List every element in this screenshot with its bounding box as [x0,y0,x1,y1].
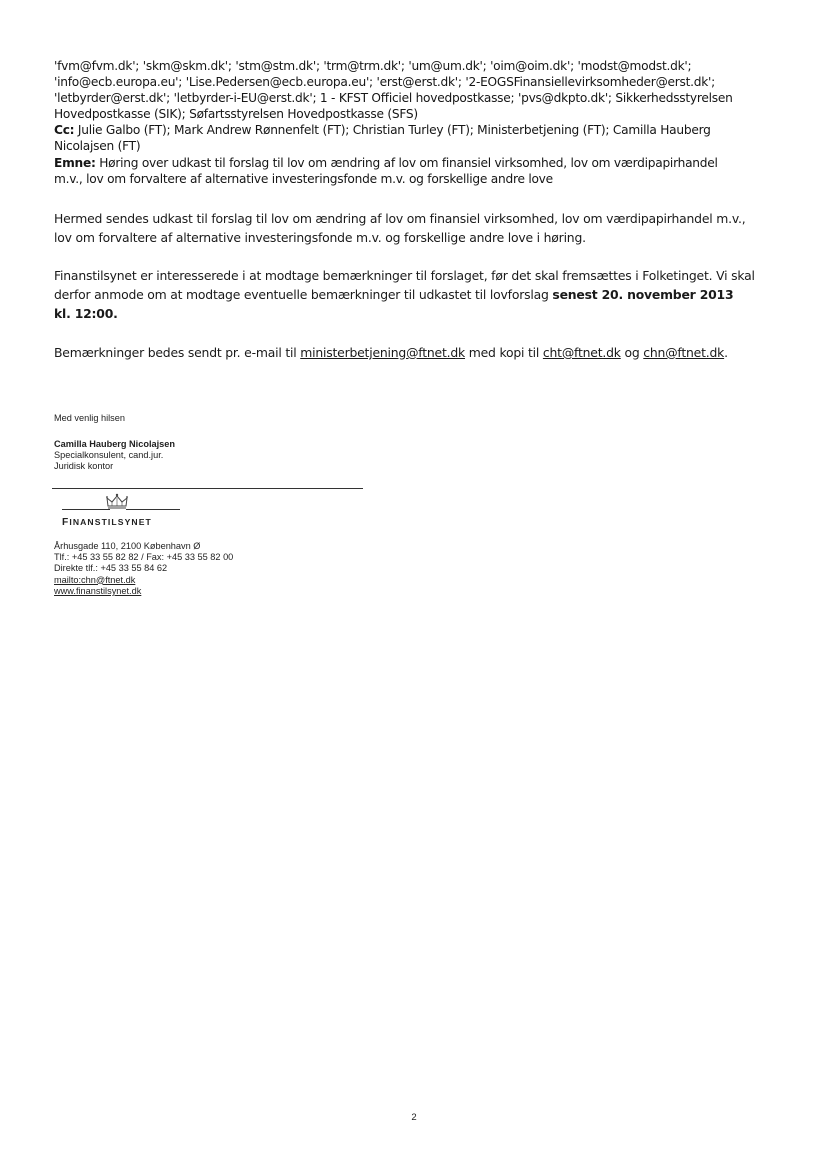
body-paragraph-3 [54,343,779,362]
contact-address: Århusgade 110, 2100 København Ø [54,541,201,551]
deadline-intro: derfor anmode om at modtage eventuelle bemærkninger til udkastet til lovforslag [54,287,553,302]
paragraph-line: Hermed sendes udkast til forslag til lov om ændring af lov om finansiel virksomhed, lov om værdipapirhandel m.v., [54,211,746,226]
deadline-date: senest 20. november 2013 [552,287,734,302]
logo-rest: INANSTILSYNET [69,517,152,527]
logo-initial: F [62,517,70,528]
cc-line-continued: Nicolajsen (FT) [54,139,141,154]
page-number: 2 [411,1112,417,1123]
subject-text: Høring over udkast til forslag til lov om ændring af lov om finansiel virksomhed, lov om værdipapirhandel [95,155,718,170]
signature-divider [52,488,363,489]
to-recipients-line: 'letbyrder@erst.dk'; 'letbyrder-i-EU@erst.dk'; 1 - KFST Officiel hovedpostkasse; 'pvs@dkpto.dk'; Sikkerhedsstyrelsen [54,91,733,106]
body-paragraph-2 [54,266,779,323]
paragraph-line [54,285,779,304]
to-recipients-line: Hovedpostkasse (SIK); Søfartsstyrelsen Hovedpostkasse (SFS) [54,107,418,122]
signature-block [54,439,175,471]
subject-line-continued: m.v., lov om forvaltere af alternative investeringsfonde m.v. og forskellige andre love [54,171,553,186]
body-paragraph-1 [54,209,779,247]
subject-line [54,155,774,171]
subject-label: Emne: [54,155,96,170]
paragraph-text: og [620,345,644,360]
closing-greeting: Med venlig hilsen [54,413,125,423]
contact-website-link[interactable]: www.finanstilsynet.dk [54,585,142,596]
deadline-time: kl. 12:00. [54,306,118,321]
paragraph-text: . [724,345,728,360]
email-header [54,58,774,187]
paragraph-line: Finanstilsynet er interesserede i at modtage bemærkninger til forslaget, før det skal fremsættes i Folketinget. Vi skal [54,268,755,283]
chn-email-link[interactable]: chn@ftnet.dk [643,345,725,360]
cc-line [54,122,774,138]
cc-recipients: Julie Galbo (FT); Mark Andrew Rønnenfelt (FT); Christian Turley (FT); Ministerbetjening (FT); Camilla Hauberg [74,123,711,138]
ministerbetjening-email-link[interactable]: ministerbetjening@ftnet.dk [300,345,466,360]
to-recipients-line: 'fvm@fvm.dk'; 'skm@skm.dk'; 'stm@stm.dk'; 'trm@trm.dk'; 'um@um.dk'; 'oim@oim.dk'; 'modst@modst.dk'; [54,59,692,73]
logo-line-right [126,509,180,510]
contact-direct-phone: Direkte tlf.: +45 33 55 84 62 [54,563,168,574]
to-recipients-line: 'info@ecb.europa.eu'; 'Lise.Pedersen@ecb.europa.eu'; 'erst@erst.dk'; '2-EOGSFinansiellevirksomheder@erst.dk'; [54,75,716,90]
cc-label: Cc: [54,123,75,138]
paragraph-text: Bemærkninger bedes sendt pr. e-mail til [54,345,301,360]
signer-name: Camilla Hauberg Nicolajsen [54,439,176,449]
paragraph-line: lov om forvaltere af alternative investeringsfonde m.v. og forskellige andre love i høring. [54,230,586,245]
cht-email-link[interactable]: cht@ftnet.dk [542,345,621,360]
contact-mailto-link[interactable]: mailto:chn@ftnet.dk [54,574,136,585]
contact-phone: Tlf.: +45 33 55 82 82 / Fax: +45 33 55 82 00 [54,552,234,563]
contact-block [54,541,233,597]
paragraph-text: med kopi til [465,345,543,360]
signer-department: Juridisk kontor [54,460,114,471]
finanstilsynet-logo-text [62,517,152,528]
signer-title: Specialkonsulent, cand.jur. [54,449,164,460]
logo-line-left [62,509,110,510]
